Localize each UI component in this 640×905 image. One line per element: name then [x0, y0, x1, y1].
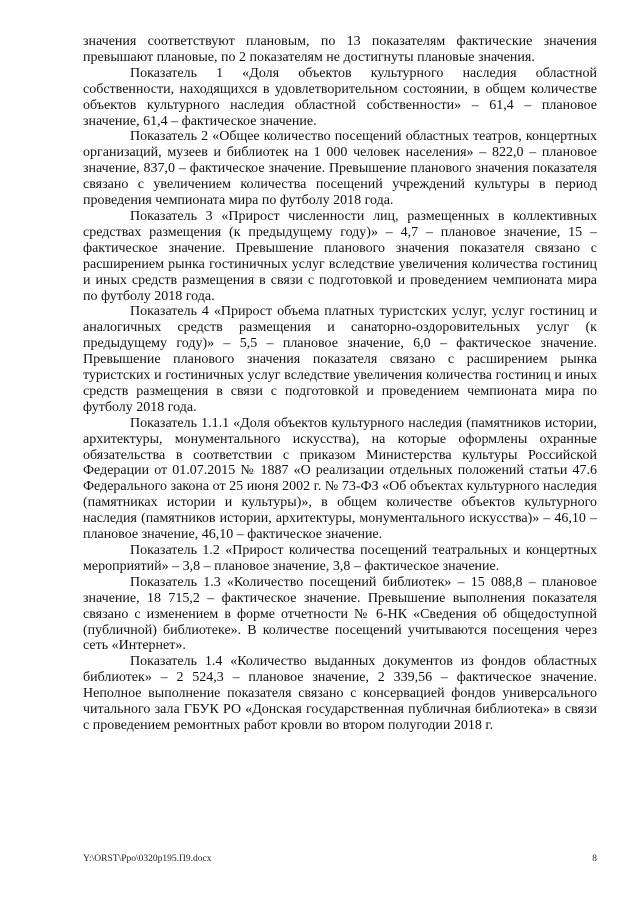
paragraph-indicator-2: Показатель 2 «Общее количество посещений областных театров, концертных организаций, музеев и библиотек на 1 000 человек населения» – 822,0 – плановое значение, 837,0 – фактическое значение. Превышение планового значения показателя связано с увеличением количества посещений учреждений культуры в период проведения чемпионата мира по футболу 2018 года.	[83, 129, 597, 209]
paragraph-indicator-4: Показатель 4 «Прирост объема платных туристских услуг, услуг гостиниц и аналогичных средств размещения и санаторно-оздоровительных услуг (к предыдущему году)» – 5,5 – плановое значение, 6,0 – фактическое значение. Превышение планового значения показателя связано с расширением рынка туристских и гостиничных услуг вследствие увеличения количества гостиниц и иных средств размещения в связи с подготовкой и проведением чемпионата мира по футболу 2018 года.	[83, 304, 597, 415]
document-body	[83, 34, 597, 734]
paragraph-continuation: значения соответствуют плановым, по 13 показателям фактические значения превышают плановые, по 2 показателям не достигнуты плановые значения.	[83, 34, 597, 65]
paragraph-indicator-1-3: Показатель 1.3 «Количество посещений библиотек» – 15 088,8 – плановое значение, 18 715,2 – фактическое значение. Превышение выполнения показателя связано с изменением в форме отчетности № 6-НК «Сведения об общедоступной (публичной) библиотеке». В количестве посещений учитываются посещения через сеть «Интернет».	[83, 574, 597, 654]
footer-file-path: Y:\ORST\Ppo\0320p195.П9.docx	[83, 854, 212, 864]
paragraph-indicator-1-1-1: Показатель 1.1.1 «Доля объектов культурного наследия (памятников истории, архитектуры, монументального искусства), на которые оформлены охранные обязательства в соответствии с приказом Министерства культуры Российской Федерации от 01.07.2015 № 1887 «О реализации отдельных положений статьи 47.6 Федерального закона от 25 июня 2002 г. № 73-ФЗ «Об объектах культурного наследия (памятниках истории и культуры)», в общем количестве объектов культурного наследия (памятников истории, архитектуры, монументального искусства)» – 46,10 – плановое значение, 46,10 – фактическое значение.	[83, 415, 597, 543]
paragraph-indicator-1-2: Показатель 1.2 «Прирост количества посещений театральных и концертных мероприятий» – 3,8 – плановое значение, 3,8 – фактическое значение.	[83, 543, 597, 574]
footer-page-number: 8	[592, 854, 597, 864]
paragraph-indicator-1-4: Показатель 1.4 «Количество выданных документов из фондов областных библиотек» – 2 524,3 – плановое значение, 2 339,56 – фактическое значение. Неполное выполнение показателя связано с консервацией фондов универсального читального зала ГБУК РО «Донская государственная публичная библиотека» в связи с проведением ремонтных работ кровли во втором полугодии 2018 г.	[83, 654, 597, 733]
paragraph-indicator-1: Показатель 1 «Доля объектов культурного наследия областной собственности, находящихся в удовлетворительном состоянии, в общем количестве объектов культурного наследия областной собственности» – 61,4 – плановое значение, 61,4 – фактическое значение.	[83, 65, 597, 129]
paragraph-indicator-3: Показатель 3 «Прирост численности лиц, размещенных в коллективных средствах размещения (к предыдущему году)» – 4,7 – плановое значение, 15 – фактическое значение. Превышение планового значения показателя связано с расширением рынка гостиничных услуг вследствие увеличения количества гостиниц и иных средств размещения в связи с подготовкой и проведением чемпионата мира по футболу 2018 года.	[83, 208, 597, 304]
